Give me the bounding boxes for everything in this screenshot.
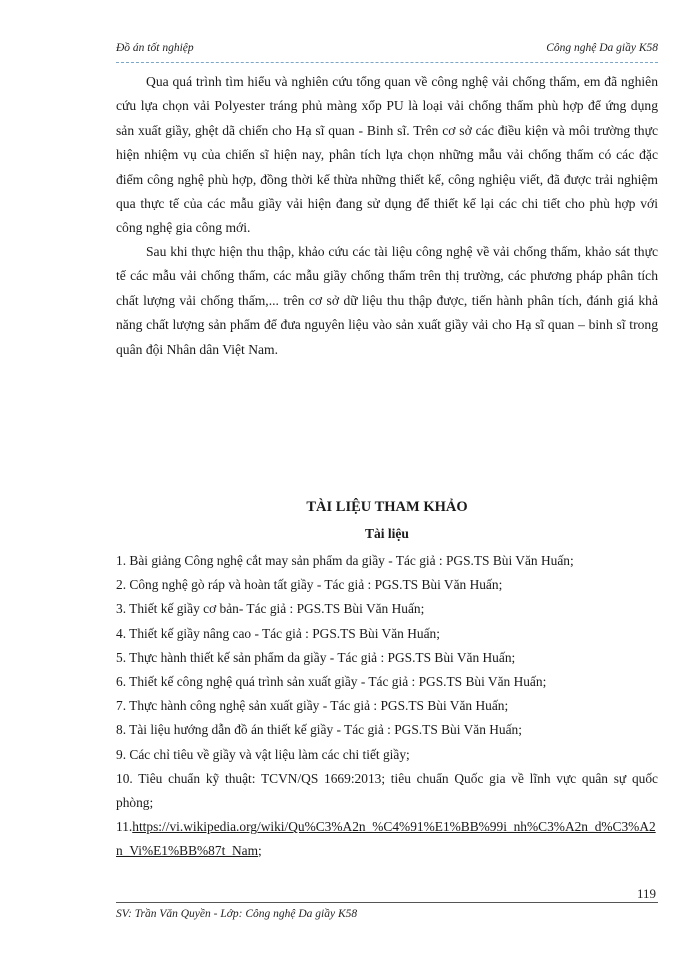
reference-item-url (116, 815, 658, 863)
reference-item: 1. Bài giảng Công nghệ cắt may sản phẩm da giầy - Tác giả : PGS.TS Bùi Văn Huấn; (116, 553, 574, 568)
wikipedia-link[interactable]: https://vi.wikipedia.org/wiki/Qu%C3%A2n_%C4%91%E1%BB%99i_nh%C3%A2n_d%C3%A2n_Vi%E1%BB%87t_Nam (116, 819, 656, 859)
reference-item: 2. Công nghệ gò ráp và hoàn tất giầy - Tác giả : PGS.TS Bùi Văn Huấn; (116, 577, 503, 593)
references-list (116, 549, 658, 864)
header-right-title: Công nghệ Da giầy K58 (546, 42, 658, 54)
reference-number: 11. (116, 819, 133, 835)
references-subtitle: Tài liệu (365, 526, 409, 541)
references-title: TÀI LIỆU THAM KHẢO (306, 499, 468, 515)
reference-item: 5. Thực hành thiết kế sản phẩm da giầy - Tác giả : PGS.TS Bùi Văn Huấn; (116, 649, 516, 665)
page-number: 119 (636, 886, 656, 901)
reference-item: 4. Thiết kế giầy nâng cao - Tác giả : PGS.TS Bùi Văn Huấn; (116, 625, 440, 641)
reference-item: 10. Tiêu chuẩn kỹ thuật: TCVN/QS 1669:2013; tiêu chuẩn Quốc gia về lĩnh vực quân sự quốc phòng; (116, 770, 658, 811)
body-paragraph-2 (116, 240, 658, 362)
reference-suffix: ; (258, 843, 262, 859)
page-footer: SV: Trần Văn Quyền - Lớp: Công nghệ Da giầy K58 (116, 908, 358, 920)
paragraph-text: Qua quá trình tìm hiểu và nghiên cứu tổng quan về công nghệ vải chống thấm, em đã nghiên cứu lựa chọn vải Polyester tráng phủ màng xốp PU là loại vải chống thấm phù hợp để ứng dụng sản xuất giầy, ghệt dã chiến cho Hạ sĩ quan - Binh sĩ. Trên cơ sở các điều kiện và môi trường thực hiện nhiệm vụ của chiến sĩ hiện nay, phân tích lựa chọn những mẫu vải chống thấm có các đặc điểm công nghệ phù hợp, đồng thời kế thừa những thiết kế, công nghiệu viết, đã được trải nghiệm qua thực tế của các mẫu giầy vải hiện đang sử dụng để thiết kế lại các chi tiết cho phù hợp với công nghệ gia công mới. (116, 74, 658, 236)
reference-item: 9. Các chỉ tiêu về giầy và vật liệu làm các chi tiết giầy; (116, 746, 410, 762)
reference-item: 8. Tài liệu hướng dẫn đồ án thiết kế giầy - Tác giả : PGS.TS Bùi Văn Huấn; (116, 722, 522, 738)
reference-item: 6. Thiết kế công nghệ quá trình sản xuất giầy - Tác giả : PGS.TS Bùi Văn Huấn; (116, 674, 547, 690)
reference-item: 7. Thực hành công nghệ sản xuất giầy - Tác giả : PGS.TS Bùi Văn Huấn; (116, 698, 509, 714)
header-divider (116, 62, 658, 63)
header-left-title: Đồ án tốt nghiệp (116, 42, 194, 54)
page-header (116, 40, 658, 60)
reference-item: 3. Thiết kế giầy cơ bản- Tác giả : PGS.TS Bùi Văn Huấn; (116, 601, 425, 617)
paragraph-text: Sau khi thực hiện thu thập, khảo cứu các tài liệu công nghệ về vải chống thấm, khảo sát thực tế các mẫu vải chống thấm, các mẫu giầy chống thấm trên thị trường, các phương pháp phân tích chất lượng vải chống thấm,... trên cơ sở dữ liệu thu thập được, tiến hành phân tích, đánh giá khả năng chất lượng sản phẩm để đưa nguyên liệu vào sản xuất giầy vải cho Hạ sĩ quan – binh sĩ trong quân đội Nhân dân Việt Nam. (116, 244, 658, 357)
footer-divider (116, 902, 658, 903)
body-paragraph-1 (116, 70, 658, 241)
